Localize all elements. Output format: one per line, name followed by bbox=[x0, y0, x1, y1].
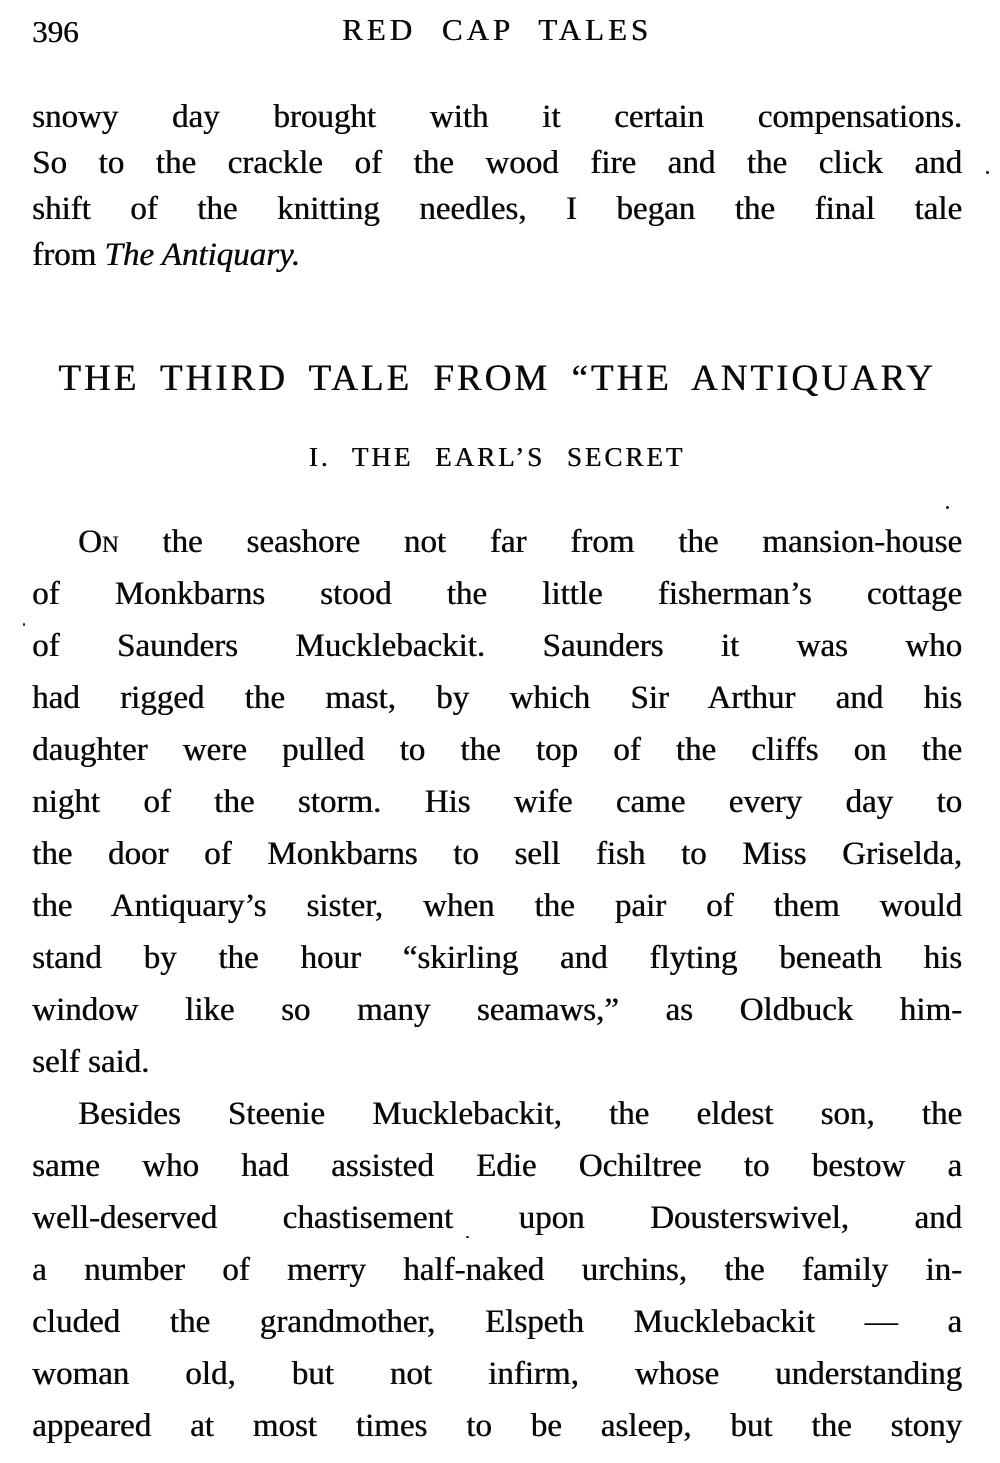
text-segment: the door of Monkbarns to sell fish to Miss Griselda, bbox=[32, 836, 962, 872]
text-segment: woman old, but not infirm, whose understanding bbox=[32, 1356, 962, 1392]
text-segment: self said. bbox=[32, 1044, 150, 1080]
text-segment: So to the crackle of the wood fire and the click and bbox=[32, 145, 962, 181]
text-line bbox=[32, 932, 962, 984]
text-line bbox=[32, 620, 962, 672]
paragraph-continuation bbox=[32, 94, 962, 278]
paragraph-earls-secret-1 bbox=[32, 516, 962, 1088]
text-line bbox=[32, 140, 962, 186]
text-segment: The Antiquary. bbox=[104, 237, 300, 273]
text-line bbox=[32, 1348, 962, 1400]
scan-speck bbox=[23, 623, 25, 626]
text-line bbox=[32, 568, 962, 620]
text-segment: shift of the knitting needles, I began the final tale bbox=[32, 191, 962, 227]
text-line bbox=[32, 672, 962, 724]
text-line bbox=[32, 1140, 962, 1192]
text-segment: from bbox=[32, 237, 105, 273]
text-segment: On bbox=[78, 524, 119, 560]
text-segment: snowy day brought with it certain compensations. bbox=[32, 99, 962, 135]
scan-speck bbox=[946, 506, 949, 509]
text-line bbox=[32, 984, 962, 1036]
text-segment: a number of merry half-naked urchins, the family in- bbox=[32, 1252, 962, 1288]
text-segment: of Monkbarns stood the little fisherman’s cottage bbox=[32, 576, 962, 612]
text-line bbox=[32, 776, 962, 828]
text-line bbox=[32, 1296, 962, 1348]
text-segment: appeared at most times to be asleep, but the stony bbox=[32, 1408, 962, 1444]
page-number: 396 bbox=[32, 14, 79, 49]
text-line bbox=[32, 828, 962, 880]
text-line bbox=[32, 724, 962, 776]
text-segment: same who had assisted Edie Ochiltree to bestow a bbox=[32, 1148, 962, 1184]
text-segment: the seashore not far from the mansion-house bbox=[118, 524, 962, 560]
text-line bbox=[32, 232, 962, 278]
text-segment: cluded the grandmother, Elspeth Mucklebackit — a bbox=[32, 1304, 962, 1340]
text-line bbox=[32, 880, 962, 932]
running-head: RED CAP TALES bbox=[341, 12, 653, 47]
paragraph-earls-secret-2 bbox=[32, 1088, 962, 1452]
scan-speck bbox=[466, 1236, 469, 1238]
text-line bbox=[32, 94, 962, 140]
text-line bbox=[32, 186, 962, 232]
text-line bbox=[32, 1400, 962, 1452]
text-segment: window like so many seamaws,” as Oldbuck him- bbox=[32, 992, 962, 1028]
text-line bbox=[32, 1192, 962, 1244]
text-line bbox=[32, 1036, 962, 1088]
chapter-subheading: I. THE EARL’S SECRET bbox=[308, 442, 686, 472]
text-segment: the Antiquary’s sister, when the pair of them would bbox=[32, 888, 962, 924]
text-segment: night of the storm. His wife came every day to bbox=[32, 784, 962, 820]
text-line bbox=[32, 1088, 962, 1140]
text-segment: stand by the hour “skirling and flyting beneath his bbox=[32, 940, 962, 976]
section-heading: THE THIRD TALE FROM “THE ANTIQUARY bbox=[58, 358, 936, 399]
text-segment: daughter were pulled to the top of the cliffs on the bbox=[32, 732, 962, 768]
text-segment: of Saunders Mucklebackit. Saunders it was who bbox=[32, 628, 962, 664]
text-segment: had rigged the mast, by which Sir Arthur and his bbox=[32, 680, 962, 716]
text-segment: Besides Steenie Mucklebackit, the eldest son, the bbox=[78, 1096, 962, 1132]
text-line bbox=[32, 1244, 962, 1296]
scan-speck bbox=[986, 171, 989, 174]
text-line bbox=[32, 516, 962, 568]
text-segment: well-deserved chastisement upon Dousterswivel, and bbox=[32, 1200, 962, 1236]
page-header bbox=[32, 12, 962, 52]
